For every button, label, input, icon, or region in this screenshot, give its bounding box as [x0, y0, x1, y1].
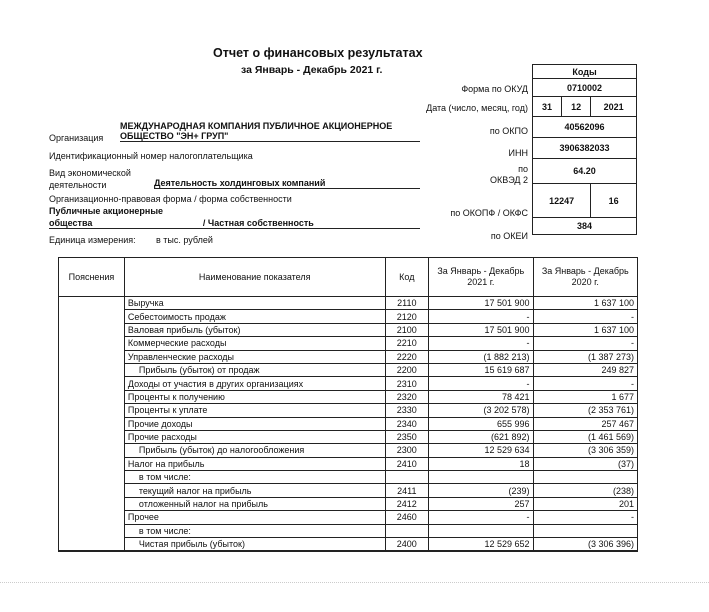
value-2021: 17 501 900 [429, 323, 533, 336]
explanation-cell [59, 323, 125, 336]
table-row [59, 497, 638, 510]
table-row [59, 404, 638, 417]
indicator-name: Прочие расходы [124, 430, 385, 443]
indicator-name: Валовая прибыль (убыток) [124, 323, 385, 336]
indicator-code: 2120 [385, 310, 429, 323]
value-2021: (3 202 578) [429, 404, 533, 417]
activity-value: Деятельность холдинговых компаний [154, 178, 420, 189]
indicator-name: Проценты к уплате [124, 404, 385, 417]
inn-code-label: ИНН [508, 148, 528, 158]
col-code: Код [385, 258, 429, 297]
report-period: за Январь - Декабрь 2021 г. [241, 64, 383, 76]
explanation-cell [59, 404, 125, 417]
col-2020: За Январь - Декабрь 2020 г. [533, 258, 637, 297]
explanation-cell [59, 457, 125, 470]
indicator-name: Чистая прибыль (убыток) [124, 538, 385, 552]
indicator-name: Доходы от участия в других организациях [124, 377, 385, 390]
okved-value: 64.20 [533, 159, 637, 184]
okud-label: Форма по ОКУД [461, 84, 528, 94]
value-2021: 15 619 687 [429, 363, 533, 376]
indicator-name: Прочее [124, 511, 385, 524]
value-2020: - [533, 511, 637, 524]
okpo-label: по ОКПО [489, 126, 528, 136]
unit-value: в тыс. рублей [156, 235, 213, 245]
table-row [59, 471, 638, 484]
indicator-code [385, 524, 429, 537]
okopf-label: по ОКОПФ / ОКФС [450, 208, 528, 218]
indicator-name: Прибыль (убыток) от продаж [124, 363, 385, 376]
value-2021 [429, 471, 533, 484]
col-indicator: Наименование показателя [124, 258, 385, 297]
legal-form-row [49, 218, 420, 229]
indicator-name: Проценты к получению [124, 390, 385, 403]
value-2020: 201 [533, 497, 637, 510]
value-2020: 1 637 100 [533, 323, 637, 336]
col-explanations: Пояснения [59, 258, 125, 297]
table-row [59, 297, 638, 310]
indicator-code: 2412 [385, 497, 429, 510]
date-year: 2021 [591, 97, 637, 117]
unit-label: Единица измерения: [49, 235, 136, 245]
report-title: Отчет о финансовых результатах [213, 46, 423, 60]
activity-label-1: Вид экономической [49, 168, 131, 178]
legal-form-value-1: Публичные акционерные [49, 206, 164, 216]
value-2020: (1 461 569) [533, 430, 637, 443]
codes-header: Коды [533, 65, 637, 79]
inn-label: Идентификационный номер налогоплательщика [49, 151, 253, 161]
org-name-line2: ОБЩЕСТВО "ЭН+ ГРУП" [120, 131, 420, 142]
indicator-code: 2460 [385, 511, 429, 524]
value-2020: (3 306 396) [533, 538, 637, 552]
indicator-name: Коммерческие расходы [124, 337, 385, 350]
org-name-line1: МЕЖДУНАРОДНАЯ КОМПАНИЯ ПУБЛИЧНОЕ АКЦИОНЕРНОЕ [120, 121, 393, 131]
date-month: 12 [562, 97, 591, 117]
value-2020 [533, 471, 637, 484]
financial-results-table [58, 257, 638, 552]
indicator-code: 2200 [385, 363, 429, 376]
okei-label: по ОКЕИ [490, 231, 528, 241]
explanation-cell [59, 377, 125, 390]
indicator-name: в том числе: [124, 471, 385, 484]
value-2020 [533, 524, 637, 537]
value-2021: - [429, 337, 533, 350]
value-2020: - [533, 377, 637, 390]
legal-form-label: Организационно-правовая форма / форма собственности [49, 194, 292, 204]
indicator-name: Управленческие расходы [124, 350, 385, 363]
value-2020: (1 387 273) [533, 350, 637, 363]
table-row [59, 377, 638, 390]
table-row [59, 350, 638, 363]
inn-value: 3906382033 [533, 138, 637, 159]
value-2020: - [533, 337, 637, 350]
activity-label-2: деятельности [49, 180, 107, 190]
table-row [59, 363, 638, 376]
value-2020: (2 353 761) [533, 404, 637, 417]
indicator-name: Прибыль (убыток) до налогообложения [124, 444, 385, 457]
explanation-cell [59, 430, 125, 443]
col-2021: За Январь - Декабрь 2021 г. [429, 258, 533, 297]
date-day: 31 [533, 97, 562, 117]
okfs-value: 16 [591, 184, 637, 218]
value-2021: 12 529 652 [429, 538, 533, 552]
value-2021: 12 529 634 [429, 444, 533, 457]
explanation-cell [59, 524, 125, 537]
explanation-cell [59, 538, 125, 552]
table-row [59, 457, 638, 470]
okud-value: 0710002 [533, 79, 637, 97]
okved-label-2: ОКВЭД 2 [489, 175, 528, 185]
explanation-cell [59, 390, 125, 403]
okpo-value: 40562096 [533, 117, 637, 138]
indicator-code: 2340 [385, 417, 429, 430]
explanation-cell [59, 297, 125, 310]
table-row [59, 390, 638, 403]
explanation-cell [59, 497, 125, 510]
explanation-cell [59, 511, 125, 524]
value-2020: (37) [533, 457, 637, 470]
explanation-cell [59, 350, 125, 363]
explanation-cell [59, 337, 125, 350]
table-row [59, 511, 638, 524]
table-row [59, 310, 638, 323]
value-2021: (1 882 213) [429, 350, 533, 363]
value-2020: 257 467 [533, 417, 637, 430]
okopf-value: 12247 [533, 184, 591, 218]
table-row [59, 524, 638, 537]
indicator-code: 2220 [385, 350, 429, 363]
legal-form-value-2: общества [49, 218, 93, 228]
indicator-name: Налог на прибыль [124, 457, 385, 470]
value-2021 [429, 524, 533, 537]
table-row [59, 337, 638, 350]
indicator-code: 2100 [385, 323, 429, 336]
value-2020: - [533, 310, 637, 323]
page-divider [0, 582, 709, 583]
explanation-cell [59, 484, 125, 497]
explanation-cell [59, 444, 125, 457]
table-row [59, 484, 638, 497]
indicator-code: 2330 [385, 404, 429, 417]
value-2021: - [429, 511, 533, 524]
indicator-name: Прочие доходы [124, 417, 385, 430]
indicator-name: Выручка [124, 297, 385, 310]
table-row [59, 444, 638, 457]
explanation-cell [59, 310, 125, 323]
indicator-code: 2400 [385, 538, 429, 552]
value-2021: 655 996 [429, 417, 533, 430]
explanation-cell [59, 363, 125, 376]
indicator-code: 2300 [385, 444, 429, 457]
indicator-code: 2350 [385, 430, 429, 443]
value-2021: (239) [429, 484, 533, 497]
value-2020: (238) [533, 484, 637, 497]
date-label: Дата (число, месяц, год) [426, 103, 528, 113]
value-2021: 78 421 [429, 390, 533, 403]
value-2021: (621 892) [429, 430, 533, 443]
ownership-value: / Частная собственность [202, 218, 314, 228]
indicator-name: Себестоимость продаж [124, 310, 385, 323]
org-label: Организация [49, 133, 104, 143]
table-row [59, 538, 638, 552]
indicator-name: текущий налог на прибыль [124, 484, 385, 497]
indicator-code: 2411 [385, 484, 429, 497]
indicator-name: в том числе: [124, 524, 385, 537]
value-2021: 18 [429, 457, 533, 470]
indicator-code [385, 471, 429, 484]
value-2021: - [429, 310, 533, 323]
value-2020: 1 637 100 [533, 297, 637, 310]
value-2020: (3 306 359) [533, 444, 637, 457]
value-2020: 249 827 [533, 363, 637, 376]
indicator-code: 2310 [385, 377, 429, 390]
value-2021: - [429, 377, 533, 390]
indicator-name: отложенный налог на прибыль [124, 497, 385, 510]
codes-box [532, 64, 637, 235]
value-2020: 1 677 [533, 390, 637, 403]
value-2021: 257 [429, 497, 533, 510]
indicator-code: 2410 [385, 457, 429, 470]
explanation-cell [59, 471, 125, 484]
indicator-code: 2110 [385, 297, 429, 310]
indicator-code: 2210 [385, 337, 429, 350]
value-2021: 17 501 900 [429, 297, 533, 310]
table-row [59, 430, 638, 443]
table-row [59, 323, 638, 336]
indicator-code: 2320 [385, 390, 429, 403]
okei-value: 384 [533, 218, 637, 235]
table-row [59, 417, 638, 430]
explanation-cell [59, 417, 125, 430]
okved-label-1: по [518, 164, 528, 174]
